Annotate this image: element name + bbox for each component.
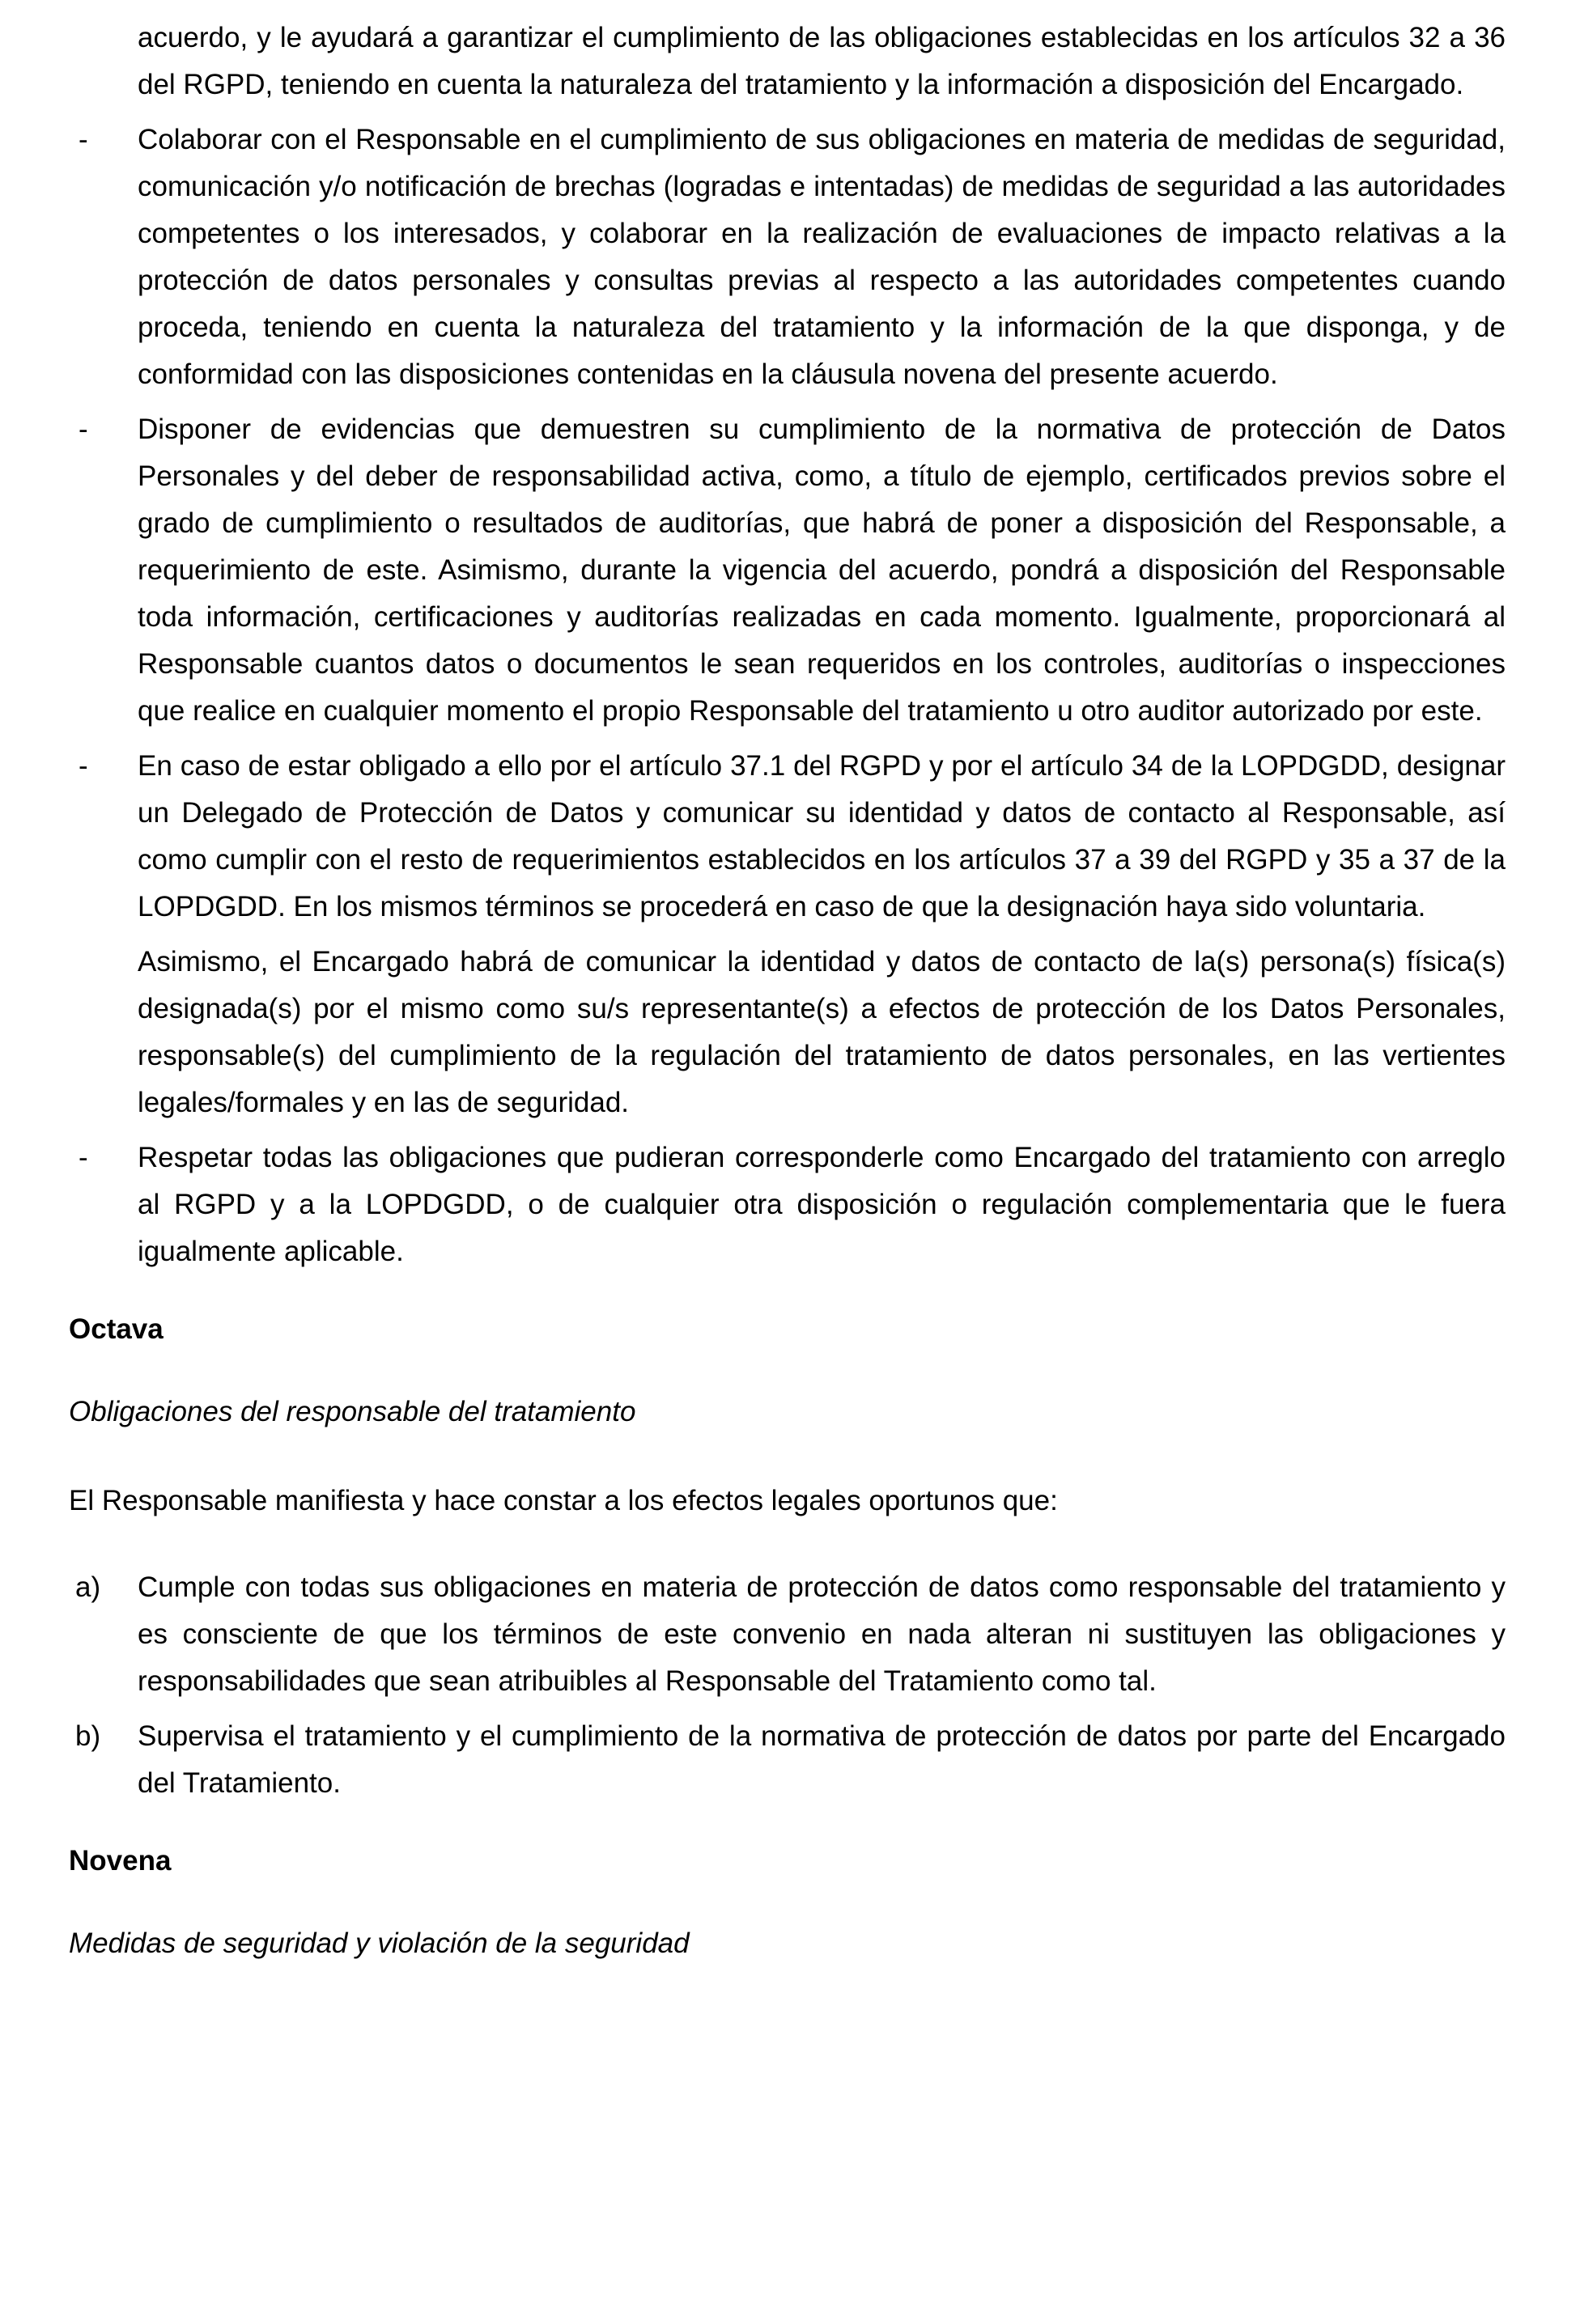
block-text: acuerdo, y le ayudará a garantizar el cumplimiento de las obligaciones establecidas en los artículos 32 a 36 del RGPD, teniendo en cuenta la naturaleza del tratamiento y la información a disposición del Encargado. <box>138 22 1506 100</box>
dash-list-item <box>69 406 1506 735</box>
block-text: Disponer de evidencias que demuestren su cumplimiento de la normativa de protección de Datos Personales y del deber de responsabilidad activa, como, a título de ejemplo, certificados previos sobre el grado de cumplimiento o resultados de auditorías, que habrá de poner a disposición del Responsable, a requerimiento de este. Asimismo, durante la vigencia del acuerdo, pondrá a disposición del Responsable toda información, certificaciones y auditorías realizadas en cada momento. Igualmente, proporcionará al Responsable cuantos datos o documentos le sean requeridos en los controles, auditorías o inspecciones que realice en cualquier momento el propio Responsable del tratamiento u otro auditor autorizado por este. <box>138 413 1506 727</box>
section-subtitle <box>69 1920 1506 1967</box>
paragraph <box>69 1478 1506 1525</box>
lettered-list-item <box>69 1564 1506 1705</box>
dash-list-item <box>69 743 1506 931</box>
block-text: Respetar todas las obligaciones que pudieran corresponderle como Encargado del tratamiento con arreglo al RGPD y a la LOPDGDD, o de cualquier otra disposición o regulación complementaria que le fuera igualmente aplicable. <box>138 1142 1506 1267</box>
lettered-list-item <box>69 1713 1506 1807</box>
section-heading <box>69 1306 1506 1353</box>
letter-marker: a) <box>75 1571 101 1603</box>
block-text: Octava <box>69 1313 164 1345</box>
paragraph-continuation <box>69 15 1506 108</box>
block-text: El Responsable manifiesta y hace constar a los efectos legales oportunos que: <box>69 1485 1058 1516</box>
block-text: En caso de estar obligado a ello por el artículo 37.1 del RGPD y por el artículo 34 de la LOPDGDD, designar un Delegado de Protección de Datos y comunicar su identidad y datos de contacto al Responsable, así como cumplir con el resto de requerimientos establecidos en los artículos 37 a 39 del RGPD y 35 a 37 de la LOPDGDD. En los mismos términos se procederá en caso de que la designación haya sido voluntaria. <box>138 750 1506 922</box>
section-heading <box>69 1838 1506 1885</box>
dash-list-item <box>69 1134 1506 1275</box>
dash-bullet: - <box>79 750 88 782</box>
dash-list-item <box>69 117 1506 398</box>
paragraph-continuation <box>69 939 1506 1126</box>
block-text: Medidas de seguridad y violación de la seguridad <box>69 1927 690 1959</box>
block-text: Obligaciones del responsable del tratamiento <box>69 1396 636 1427</box>
block-text: Colaborar con el Responsable en el cumplimiento de sus obligaciones en materia de medidas de seguridad, comunicación y/o notificación de brechas (logradas e intentadas) de medidas de seguridad a las autoridades competentes o los interesados, y colaborar en la realización de evaluaciones de impacto relativas a la protección de datos personales y consultas previas al respecto a las autoridades competentes cuando proceda, teniendo en cuenta la naturaleza del tratamiento y la información de la que disponga, y de conformidad con las disposiciones contenidas en la cláusula novena del presente acuerdo. <box>138 124 1506 390</box>
dash-bullet: - <box>79 1142 88 1173</box>
block-text: Supervisa el tratamiento y el cumplimiento de la normativa de protección de datos por parte del Encargado del Tratamiento. <box>138 1720 1506 1799</box>
dash-bullet: - <box>79 413 88 445</box>
block-text: Novena <box>69 1845 172 1877</box>
section-subtitle <box>69 1389 1506 1436</box>
block-text: Asimismo, el Encargado habrá de comunicar la identidad y datos de contacto de la(s) persona(s) física(s) designada(s) por el mismo como su/s representante(s) a efectos de protección de los Datos Personales, responsable(s) del cumplimiento de la regulación del tratamiento de datos personales, en las vertientes legales/formales y en las de seguridad. <box>138 946 1506 1118</box>
block-text: Cumple con todas sus obligaciones en materia de protección de datos como responsable del tratamiento y es consciente de que los términos de este convenio en nada alteran ni sustituyen las obligaciones y responsabilidades que sean atribuibles al Responsable del Tratamiento como tal. <box>138 1571 1506 1697</box>
letter-marker: b) <box>75 1720 101 1752</box>
dash-bullet: - <box>79 124 88 155</box>
